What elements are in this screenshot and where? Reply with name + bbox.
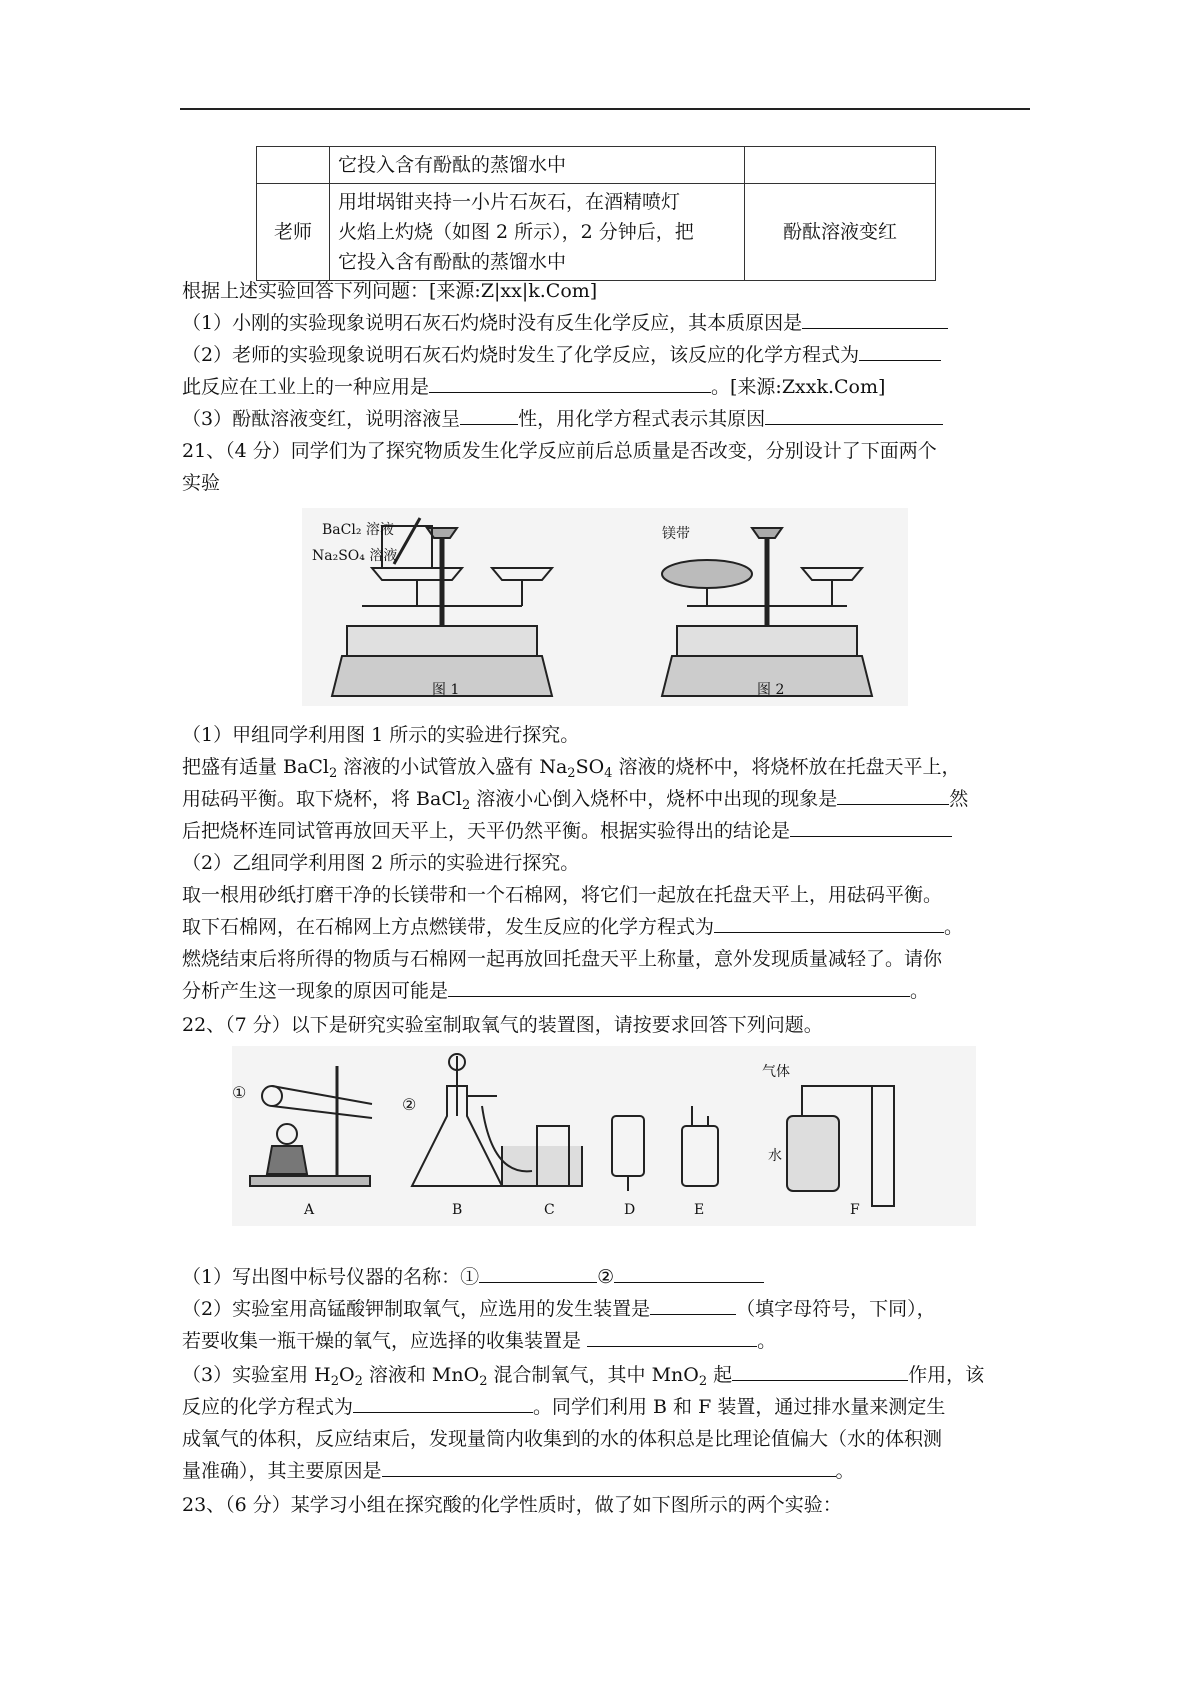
q22-p3d: 量准确），其主要原因是 。 bbox=[182, 1456, 855, 1486]
label-gas: 气体 bbox=[762, 1064, 790, 1080]
answer-blank[interactable] bbox=[859, 340, 941, 361]
experiment-table bbox=[256, 146, 936, 281]
q21-p2c: 燃烧结束后将所得的物质与石棉网一起再放回托盘天平上称量，意外发现质量减轻了。请你 bbox=[182, 948, 943, 970]
table-cell-person bbox=[257, 147, 330, 184]
caption-F: F bbox=[850, 1202, 860, 1218]
answer-blank[interactable] bbox=[448, 976, 910, 997]
oxygen-apparatus-figure bbox=[232, 1046, 976, 1226]
label-mg: 镁带 bbox=[662, 526, 690, 542]
answer-blank[interactable] bbox=[353, 1392, 533, 1413]
answer-blank[interactable] bbox=[614, 1262, 764, 1283]
q21-p1: （1）甲组同学利用图 1 所示的实验进行探究。 bbox=[182, 724, 580, 746]
balance-figure bbox=[302, 508, 908, 706]
label-na2so4: Na₂SO₄ 溶液 bbox=[312, 548, 398, 564]
q21-p1a: 把盛有适量 BaCl$_2$ 溶液的小试管放入盛有 $Na_2SO_4$ 溶液的烧杯中，将烧杯放在托盘天平上， bbox=[182, 756, 961, 781]
marker-2: ② bbox=[402, 1095, 417, 1114]
q21-p2b: 取下石棉网，在石棉网上方点燃镁带，发生反应的化学方程式为 。 bbox=[182, 912, 963, 942]
answer-blank[interactable] bbox=[790, 816, 952, 837]
q22-p1: （1）写出图中标号仪器的名称：① ② bbox=[182, 1262, 764, 1292]
answer-blank[interactable] bbox=[837, 784, 949, 805]
q22-title: 22、（7 分）以下是研究实验室制取氧气的装置图，请按要求回答下列问题。 bbox=[182, 1014, 823, 1036]
answer-blank[interactable] bbox=[382, 1456, 836, 1477]
caption-A: A bbox=[304, 1202, 315, 1218]
method-line: 它投入含有酚酞的蒸馏水中 bbox=[338, 251, 567, 273]
q22-p3: （3）实验室用 $H_2O_2$ 溶液和 MnO$_2$ 混合制氧气，其中 MnO$_2$ 起 作用，该 bbox=[182, 1360, 984, 1390]
q21-p1b: 用砝码平衡。取下烧杯，将 BaCl$_2$ 溶液小心倒入烧杯中，烧杯中出现的现象是 然 bbox=[182, 784, 968, 814]
q21-title: 21、（4 分）同学们为了探究物质发生化学反应前后总质量是否改变，分别设计了下面两个 bbox=[182, 440, 937, 462]
table-row bbox=[257, 184, 936, 281]
table-cell-person: 老师 bbox=[257, 184, 330, 281]
caption-E: E bbox=[694, 1202, 705, 1218]
answer-blank[interactable] bbox=[802, 308, 948, 329]
caption-C: C bbox=[544, 1202, 555, 1218]
q22-p3c: 成氧气的体积，反应结束后，发现量筒内收集到的水的体积总是比理论值偏大（水的体积测 bbox=[182, 1428, 943, 1450]
method-line: 火焰上灼烧（如图 2 所示），2 分钟后，把 bbox=[338, 221, 694, 243]
q21-p1c: 后把烧杯连同试管再放回天平上，天平仍然平衡。根据实验得出的结论是 bbox=[182, 816, 952, 846]
q21-p2: （2）乙组同学利用图 2 所示的实验进行探究。 bbox=[182, 852, 580, 874]
q20-intro: 根据上述实验回答下列问题：[来源:Z|xx|k.Com] bbox=[182, 280, 598, 302]
q22-p2: （2）实验室用高锰酸钾制取氧气，应选用的发生装置是 （填字母符号，下同）， bbox=[182, 1294, 936, 1324]
table-cell-result: 酚酞溶液变红 bbox=[745, 184, 936, 281]
q20-p1: （1）小刚的实验现象说明石灰石灼烧时没有反生化学反应，其本质原因是 bbox=[182, 308, 948, 338]
fig1-caption: 图 1 bbox=[432, 682, 460, 698]
table-cell-result bbox=[745, 147, 936, 184]
q23-title: 23、（6 分）某学习小组在探究酸的化学性质时，做了如下图所示的两个实验： bbox=[182, 1494, 842, 1516]
answer-blank[interactable] bbox=[479, 1262, 597, 1283]
fig2-caption: 图 2 bbox=[757, 682, 785, 698]
q21-p2a: 取一根用砂纸打磨干净的长镁带和一个石棉网，将它们一起放在托盘天平上，用砝码平衡。 bbox=[182, 884, 943, 906]
table-cell-method: 它投入含有酚酞的蒸馏水中 bbox=[330, 147, 745, 184]
table-row bbox=[257, 147, 936, 184]
answer-blank[interactable] bbox=[765, 404, 943, 425]
answer-blank[interactable] bbox=[460, 404, 518, 425]
marker-1: ① bbox=[232, 1083, 247, 1102]
q20-p2: （2）老师的实验现象说明石灰石灼烧时发生了化学反应，该反应的化学方程式为 bbox=[182, 340, 941, 370]
label-water: 水 bbox=[768, 1148, 782, 1164]
answer-blank[interactable] bbox=[732, 1360, 908, 1381]
table-cell-method bbox=[330, 184, 745, 281]
q20-p2b: 此反应在工业上的一种应用是 。[来源:Zxxk.Com] bbox=[182, 372, 885, 402]
label-bacl2: BaCl₂ 溶液 bbox=[322, 522, 394, 538]
answer-blank[interactable] bbox=[714, 912, 944, 933]
answer-blank[interactable] bbox=[650, 1294, 736, 1315]
q21-title-cont: 实验 bbox=[182, 472, 221, 494]
answer-blank[interactable] bbox=[429, 372, 711, 393]
q21-p2d: 分析产生这一现象的原因可能是 。 bbox=[182, 976, 929, 1006]
header-rule bbox=[180, 108, 1030, 110]
caption-B: B bbox=[452, 1202, 463, 1218]
q22-p2c: 若要收集一瓶干燥的氧气，应选择的收集装置是 。 bbox=[182, 1326, 776, 1356]
q20-p3: （3）酚酞溶液变红，说明溶液呈 性，用化学方程式表示其原因 bbox=[182, 404, 943, 434]
answer-blank[interactable] bbox=[587, 1326, 757, 1347]
caption-D: D bbox=[624, 1202, 636, 1218]
q22-p3b: 反应的化学方程式为 。同学们利用 B 和 F 装置，通过排水量来测定生 bbox=[182, 1392, 945, 1422]
method-line: 用坩埚钳夹持一小片石灰石，在酒精喷灯 bbox=[338, 191, 681, 213]
